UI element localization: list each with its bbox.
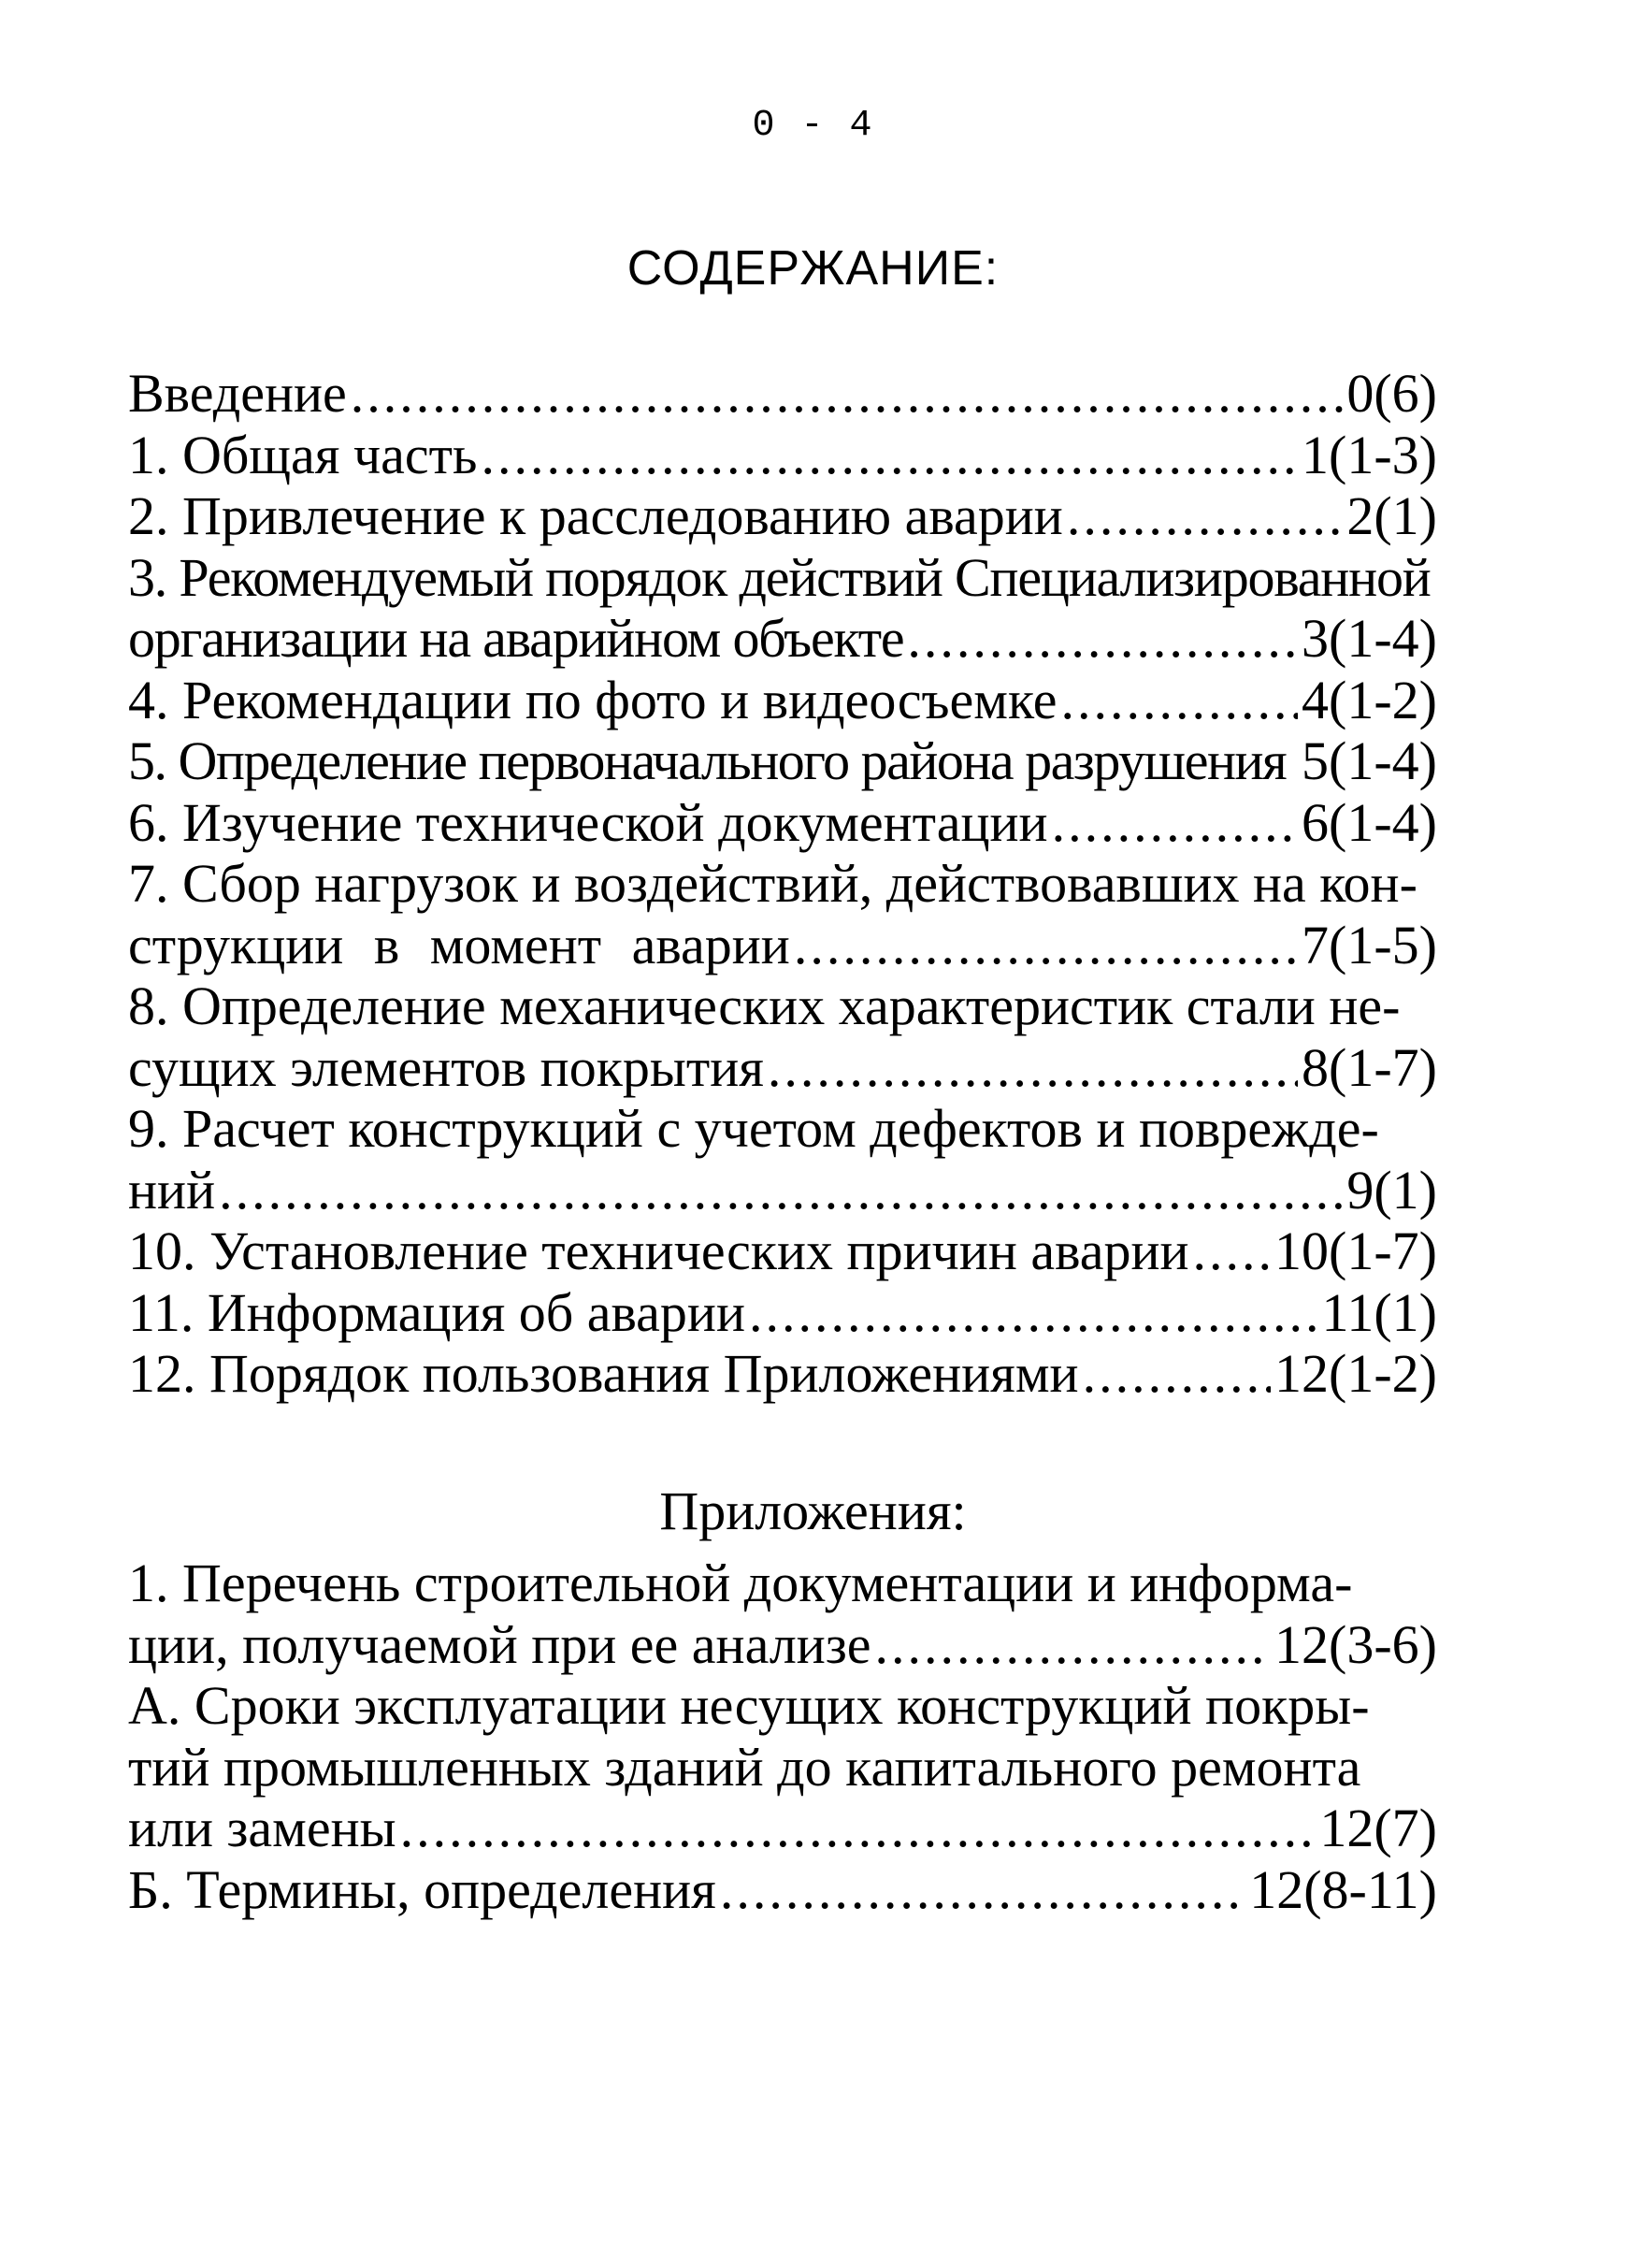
toc-entry-8-line-2 — [128, 1037, 1437, 1099]
toc-entry-3-line-2 — [128, 608, 1437, 670]
appendix-entry-page: 12(8-11) — [1249, 1858, 1437, 1920]
toc-entry-page: 1(1-3) — [1302, 424, 1437, 485]
appendix-entry-a-line-2 — [128, 1737, 1437, 1799]
appendix-entry-a-line-1 — [128, 1675, 1437, 1737]
toc-entry-4 — [128, 670, 1437, 731]
toc-entry-title: 8. Определение механических характеристик стали не- — [128, 975, 1401, 1036]
toc-entry-9-line-2 — [128, 1160, 1437, 1221]
toc-entry-page: 8(1-7) — [1302, 1036, 1437, 1098]
dot-leader — [720, 1859, 1245, 1921]
toc-entry-1 — [128, 425, 1437, 486]
appendix-entry-b — [128, 1859, 1437, 1921]
toc-entry-page: 3(1-4) — [1302, 608, 1437, 669]
dot-leader — [1083, 1343, 1271, 1405]
toc-entry-page: 10(1-7) — [1274, 1221, 1437, 1281]
toc-entry-title: Введение — [128, 363, 347, 424]
appendix-entry-title-continued: тий промышленных зданий до капитального ремонта — [128, 1736, 1361, 1798]
toc-entry-title: 10. Установление технических причин аварии — [128, 1221, 1189, 1281]
appendix-entry-1-line-1 — [128, 1553, 1437, 1614]
appendix-entry-page: 12(3-6) — [1274, 1613, 1437, 1675]
toc-entry-10 — [128, 1221, 1437, 1282]
toc-entry-title: 12. Порядок пользования Приложениями — [128, 1343, 1079, 1404]
toc-entry-3-line-1 — [128, 547, 1437, 609]
appendix-heading: Приложения: — [659, 1481, 967, 1541]
toc-entry-7-line-2 — [128, 915, 1437, 976]
appendix-entry-1-line-2 — [128, 1614, 1437, 1676]
appendix-entry-title-continued: или замены — [128, 1798, 396, 1858]
dot-leader — [1060, 670, 1298, 731]
toc-entry-page: 9(1) — [1346, 1159, 1437, 1221]
toc-entry-title-continued: сущих элементов покрытия — [128, 1036, 764, 1098]
dot-leader — [1052, 792, 1298, 854]
appendix-entry-a-line-3 — [128, 1798, 1437, 1859]
appendix-list — [128, 1553, 1437, 1920]
toc-entry-title-continued: струкции в момент аварии — [128, 914, 790, 975]
toc-entry-page: 6(1-4) — [1302, 791, 1437, 853]
toc-entry-11 — [128, 1282, 1437, 1344]
toc-entry-title: 5. Определение первоначального района разрушения — [128, 730, 1287, 791]
toc-heading: СОДЕРЖАНИЕ: — [626, 241, 1000, 296]
toc-entry-page: 4(1-2) — [1302, 669, 1437, 730]
toc-entry-9-line-1 — [128, 1098, 1437, 1160]
dot-leader — [907, 608, 1298, 670]
toc-entry-title: 9. Расчет конструкций с учетом дефектов и поврежде- — [128, 1098, 1379, 1159]
dot-leader — [219, 1160, 1343, 1221]
toc-entry-page: 5(1-4) — [1302, 730, 1437, 791]
dot-leader — [1193, 1221, 1272, 1282]
toc-entry-page: 7(1-5) — [1302, 914, 1437, 975]
dot-leader — [351, 363, 1344, 425]
toc-entry-title: 6. Изучение технической документации — [128, 791, 1048, 853]
toc-entry-2 — [128, 485, 1437, 547]
toc-entry-page: 0(6) — [1346, 363, 1437, 424]
toc-entry-title: 4. Рекомендации по фото и видеосъемке — [128, 669, 1058, 730]
toc-entry-title: 2. Привлечение к расследованию аварии — [128, 485, 1063, 546]
appendix-entry-page: 12(7) — [1319, 1798, 1437, 1858]
dot-leader — [768, 1037, 1298, 1099]
toc-entry-page: 2(1) — [1346, 485, 1437, 546]
toc-entry-page: 11(1) — [1321, 1281, 1437, 1343]
page-number: 0 - 4 — [752, 105, 874, 147]
toc-entry-title-continued: организации на аварийном объекте — [128, 608, 904, 669]
toc-entry-8-line-1 — [128, 975, 1437, 1037]
toc-entry-title: 1. Общая часть — [128, 424, 478, 485]
toc-entry-title-continued: ний — [128, 1159, 216, 1221]
dot-leader — [481, 425, 1298, 486]
toc-entry-intro — [128, 363, 1437, 425]
appendix-entry-title: А. Сроки эксплуатации несущих конструкций покры- — [128, 1675, 1370, 1736]
appendix-entry-title: Б. Термины, определения — [128, 1858, 716, 1920]
toc-entry-6 — [128, 792, 1437, 854]
toc-entry-5 — [128, 730, 1437, 792]
toc-entry-title: 3. Рекомендуемый порядок действий Специализированной — [128, 546, 1431, 608]
dot-leader — [400, 1798, 1317, 1859]
toc-entry-title: 7. Сбор нагрузок и воздействий, действовавших на кон- — [128, 853, 1417, 914]
appendix-entry-title: 1. Перечень строительной документации и информа- — [128, 1553, 1353, 1613]
toc-entry-7-line-1 — [128, 853, 1437, 915]
dot-leader — [749, 1282, 1318, 1344]
table-of-contents — [128, 363, 1437, 1405]
dot-leader — [794, 915, 1298, 976]
toc-entry-page: 12(1-2) — [1274, 1343, 1437, 1404]
toc-entry-12 — [128, 1343, 1437, 1405]
dot-leader — [1067, 485, 1344, 547]
appendix-entry-title-continued: ции, получаемой при ее анализе — [128, 1613, 871, 1675]
toc-entry-title: 11. Информация об аварии — [128, 1281, 745, 1343]
dot-leader — [874, 1614, 1271, 1676]
